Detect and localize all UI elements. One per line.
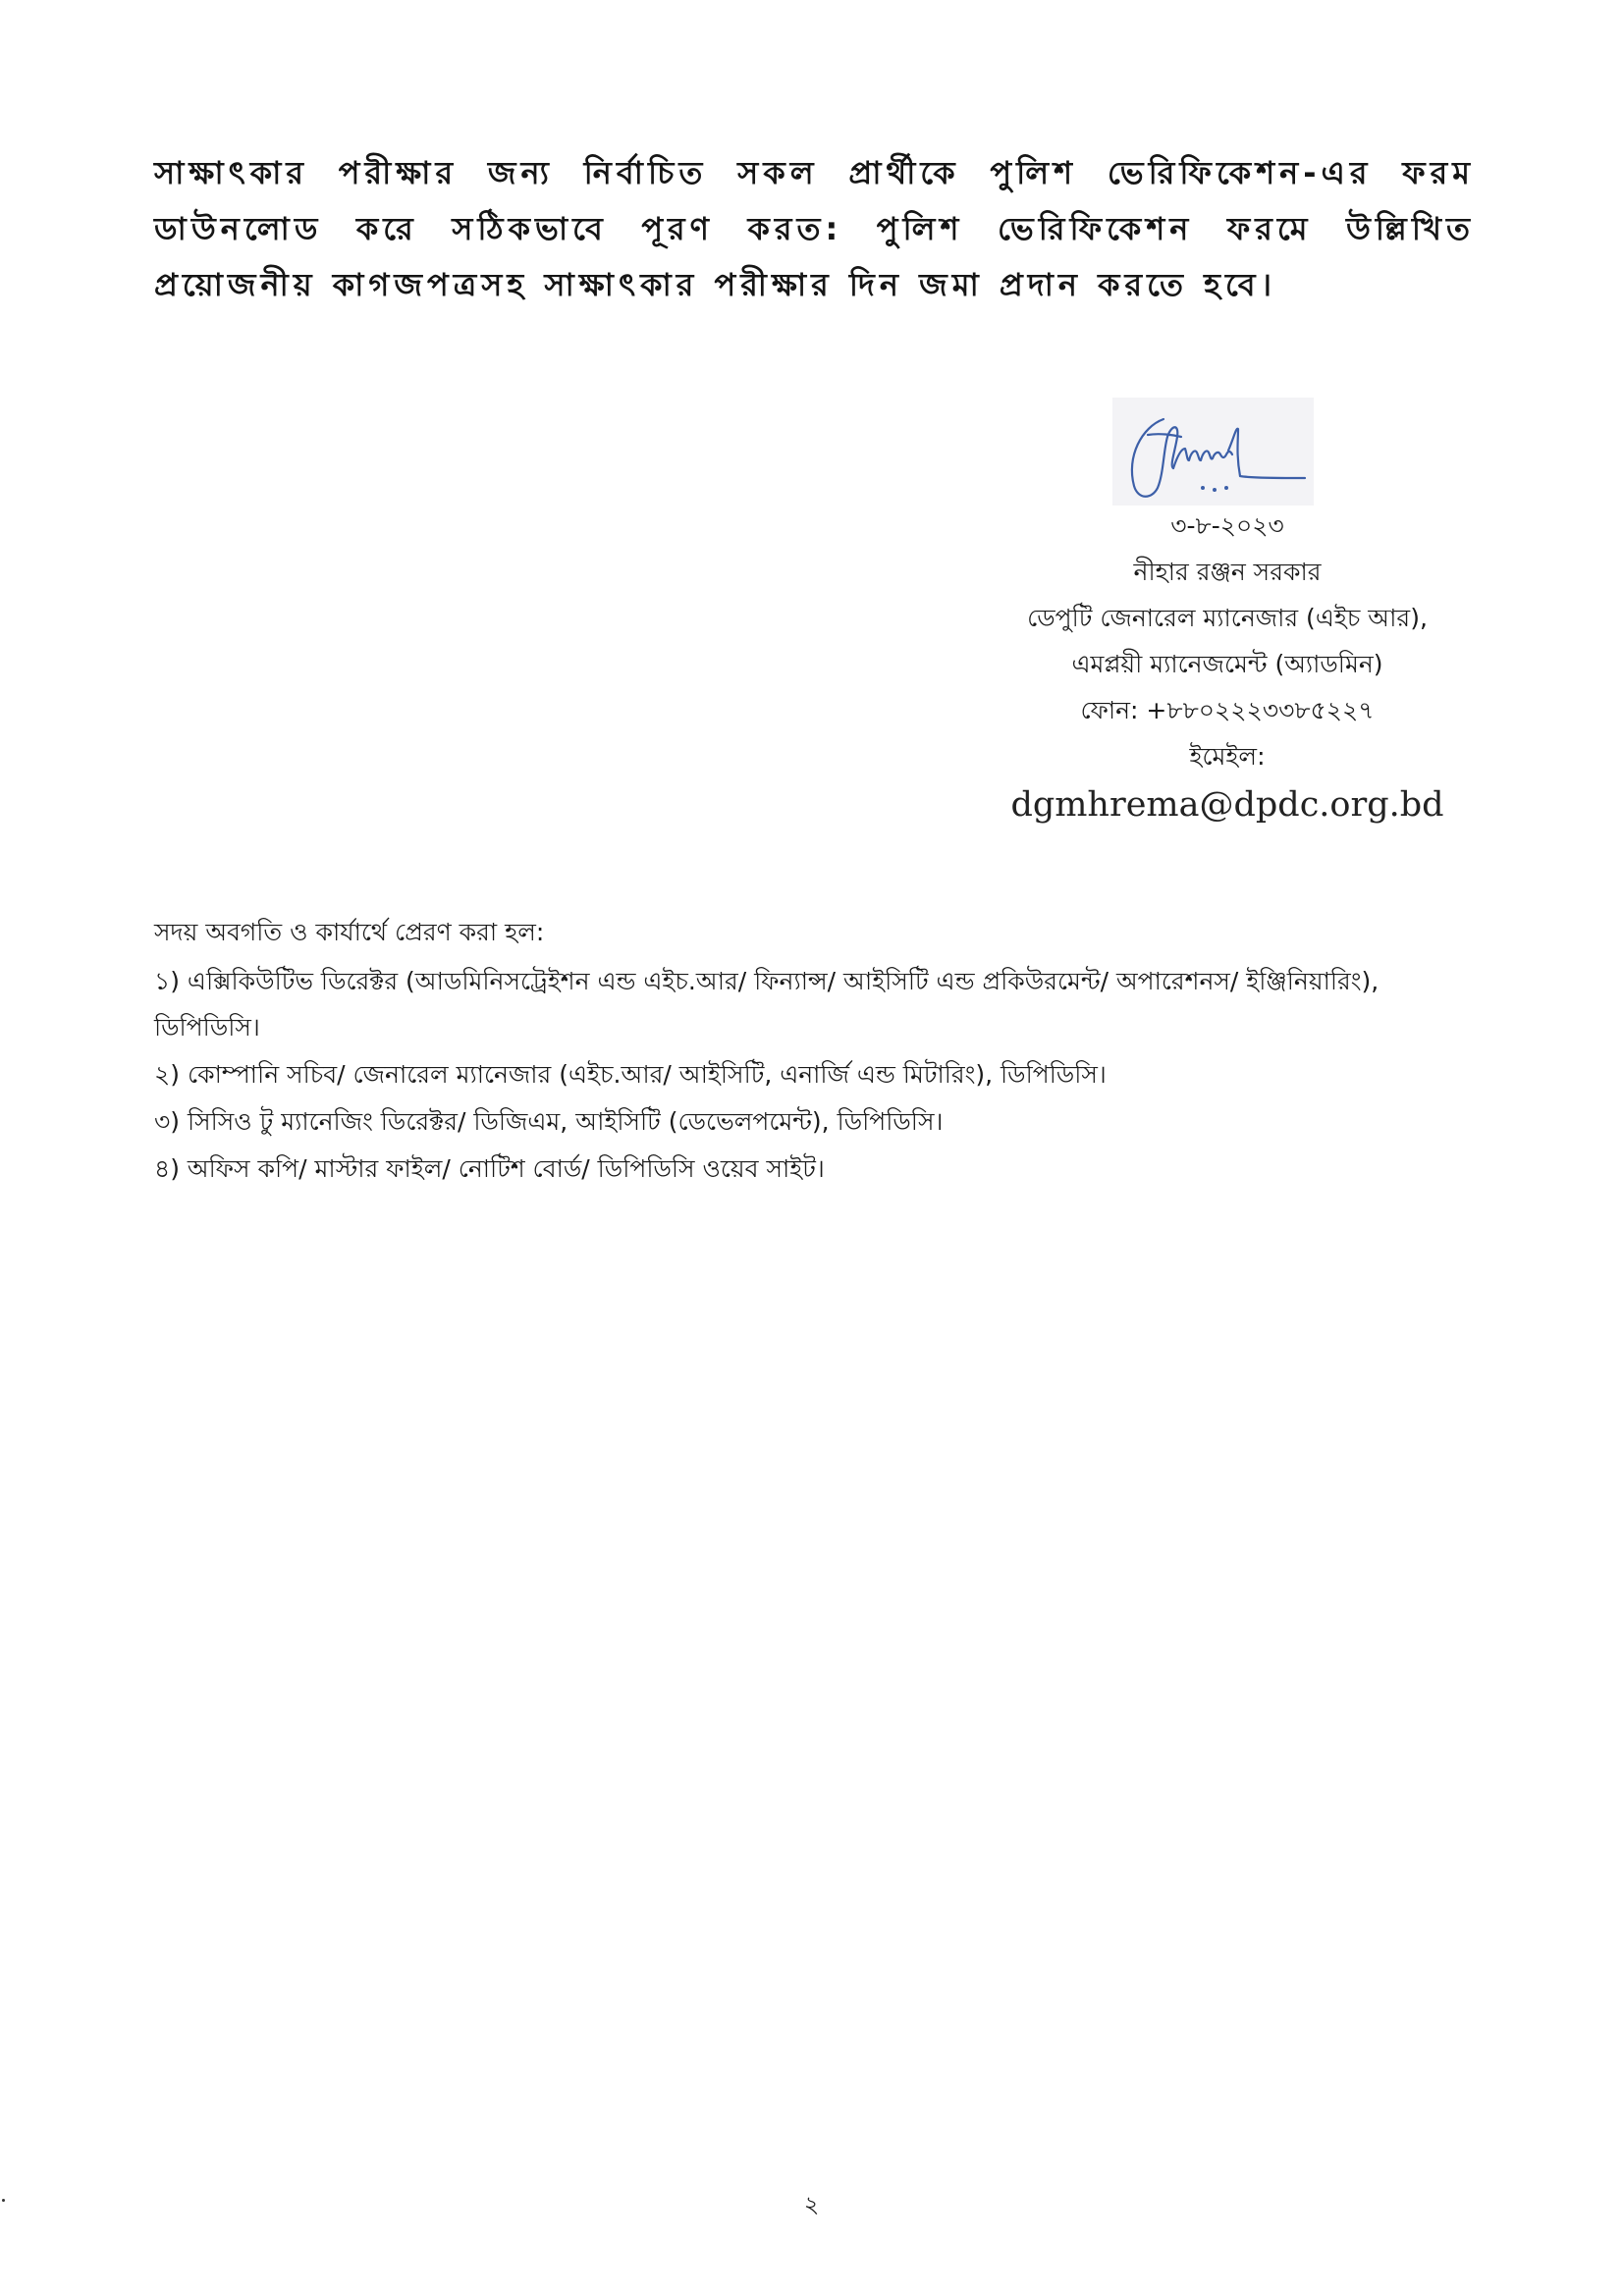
distribution-item: ২) কোম্পানি সচিব/ জেনারেল ম্যানেজার (এইচ.আর/ আইসিটি, এনার্জি এন্ড মিটারিং), ডিপিডিসি। <box>154 1060 1107 1089</box>
signatory-name: নীহার রঞ্জন সরকার <box>1133 558 1322 586</box>
page-number: ২ <box>803 2191 820 2218</box>
distribution-item: ৩) সিসিও টু ম্যানেজিং ডিরেক্টর/ ডিজিএম, আইসিটি (ডেভেলপমেন্ট), ডিপিডিসি। <box>154 1107 944 1136</box>
signatory-designation: ডেপুটি জেনারেল ম্যানেজার (এইচ আর), <box>1027 604 1428 632</box>
signatory-email: dgmhrema@dpdc.org.bd <box>1010 785 1444 825</box>
distribution-list <box>154 908 1475 1192</box>
signature-date: ৩-৮-২০২৩ <box>1170 511 1284 540</box>
distribution-intro: সদয় অবগতি ও কার্যার্থে প্রেরণ করা হল: <box>154 918 545 946</box>
signatory-phone: ফোন: +৮৮০২২২৩৩৮৫২২৭ <box>1080 696 1375 724</box>
signatory-department: এমপ্লয়ী ম্যানেজমেন্ট (অ্যাডমিন) <box>1071 650 1383 678</box>
scan-mark <box>2 2199 5 2202</box>
signature-image <box>1112 398 1314 506</box>
notice-paragraph: সাক্ষাৎকার পরীক্ষার জন্য নির্বাচিত সকল প্রার্থীকে পুলিশ ভেরিফিকেশন-এর ফরম ডাউনলোড করে সঠিকভাবে পূরণ করত: পুলিশ ভেরিফিকেশন ফরমে উল্লিখিত প্রয়োজনীয় কাগজপত্রসহ সাক্ষাৎকার পরীক্ষার দিন জমা প্রদান করতে হবে। <box>154 154 1475 303</box>
distribution-item: ১) এক্সিকিউটিভ ডিরেক্টর (আডমিনিসট্রেইশন এন্ড এইচ.আর/ ফিন্যান্স/ আইসিটি এন্ড প্রকিউরমেন্ট/ অপারেশনস/ ইঞ্জিনিয়ারিং), ডিপিডিসি। <box>154 967 1380 1041</box>
distribution-item: ৪) অফিস কপি/ মাস্টার ফাইল/ নোটিশ বোর্ড/ ডিপিডিসি ওয়েব সাইট। <box>154 1154 825 1183</box>
signatory-email-label: ইমেইল: <box>1189 742 1266 771</box>
signature-block <box>943 503 1512 830</box>
